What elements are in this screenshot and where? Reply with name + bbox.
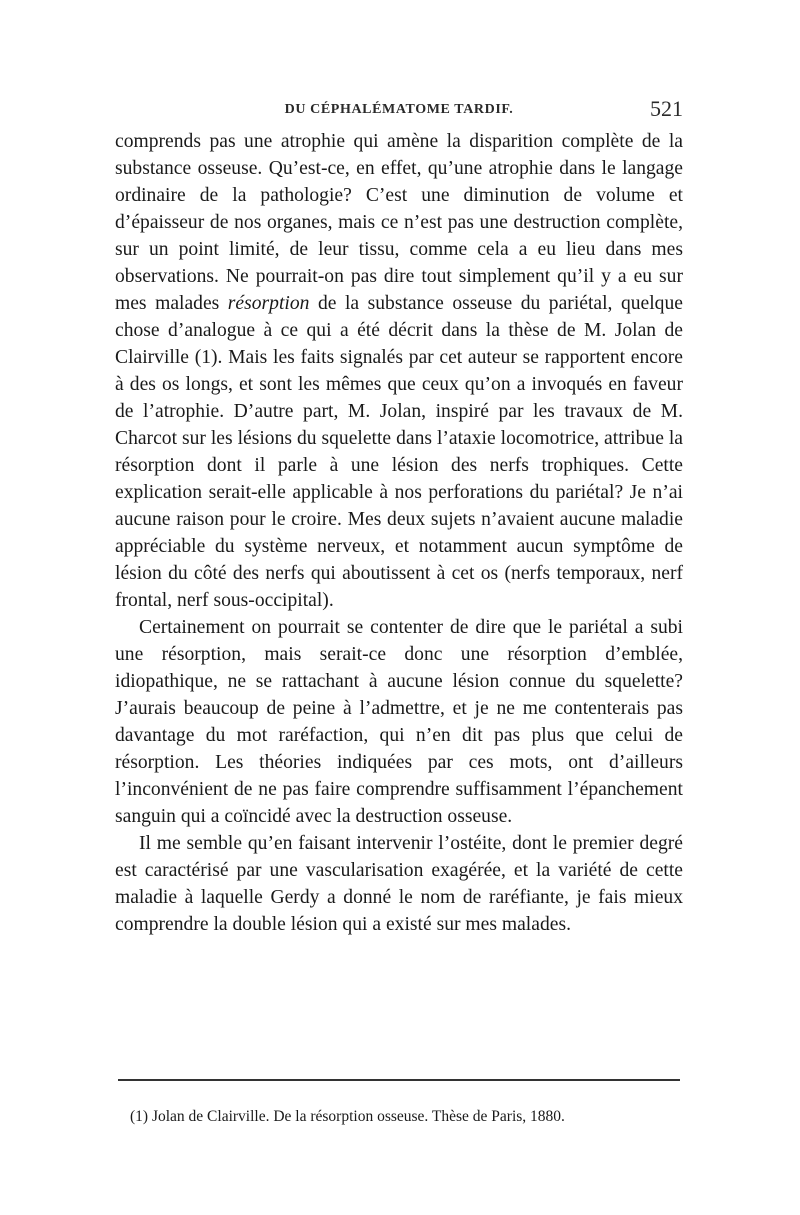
paragraph-3: Il me semble qu’en faisant intervenir l’ostéite, dont le premier degré est caractérisé par une vascularisation exagérée, et la variété de cette maladie à laquelle Gerdy a donné le nom de raréfiante, je fais mieux comprendre la double lésion qui a existé sur mes malades. xyxy=(115,833,683,935)
paragraph-1-continuation: de la substance osseuse du pariétal, quelque chose d’analogue à ce qui a été décrit dans la thèse de M. Jolan de Clairville (1). Mais les faits signalés par cet auteur se rapportent encore à des os longs, et sont les mêmes que ceux qu’on a invoqués en faveur de l’atrophie. D’autre part, M. Jolan, inspiré par les travaux de M. Charcot sur les lésions du squelette dans l’ataxie locomotrice, attribue la résorption dont il parle à une lésion des nerfs trophiques. Cette explication serait-elle applicable à nos perforations du pariétal? Je n’ai aucune raison pour le croire. Mes deux sujets n’avaient aucune maladie appréciable du système nerveux, et notamment aucun symptôme de lésion du côté des nerfs qui aboutissent à cet os (nerfs temporaux, nerf frontal, nerf sous-occipital). xyxy=(115,293,683,611)
running-head xyxy=(115,92,683,126)
italic-term: résorption xyxy=(227,293,310,314)
running-title: DU CÉPHALÉMATOME TARDIF. xyxy=(284,102,514,117)
body-text xyxy=(115,128,683,938)
page-number: 521 xyxy=(650,96,683,121)
footnote-divider xyxy=(118,1079,680,1081)
footnote: (1) Jolan de Clairville. De la résorption osseuse. Thèse de Paris, 1880. xyxy=(130,1108,565,1125)
paragraph-1-text: comprends pas une atrophie qui amène la disparition complète de la substance osseuse. Qu’est-ce, en effet, qu’une atrophie dans le langage ordinaire de la pathologie? C’est une diminution de volume et d’épaisseur de nos organes, mais ce n’est pas une destruction complète, sur un point limité, de leur tissu, comme cela a eu lieu dans mes observations. Ne pourrait-on pas dire tout simplement qu’il y a eu sur mes malades xyxy=(115,131,683,314)
paragraph-1 xyxy=(115,128,683,614)
paragraph-2: Certainement on pourrait se contenter de dire que le pariétal a subi une résorption, mais serait-ce donc une résorption d’emblée, idiopathique, ne se rattachant à aucune lésion connue du squelette? J’aurais beaucoup de peine à l’admettre, et je ne me contenterais pas davantage du mot raréfaction, qui n’en dit pas plus que celui de résorption. Les théories indiquées par ces mots, ont d’ailleurs l’inconvénient de ne pas faire comprendre suffisamment l’épanchement sanguin qui a coïncidé avec la destruction osseuse. xyxy=(115,617,683,827)
